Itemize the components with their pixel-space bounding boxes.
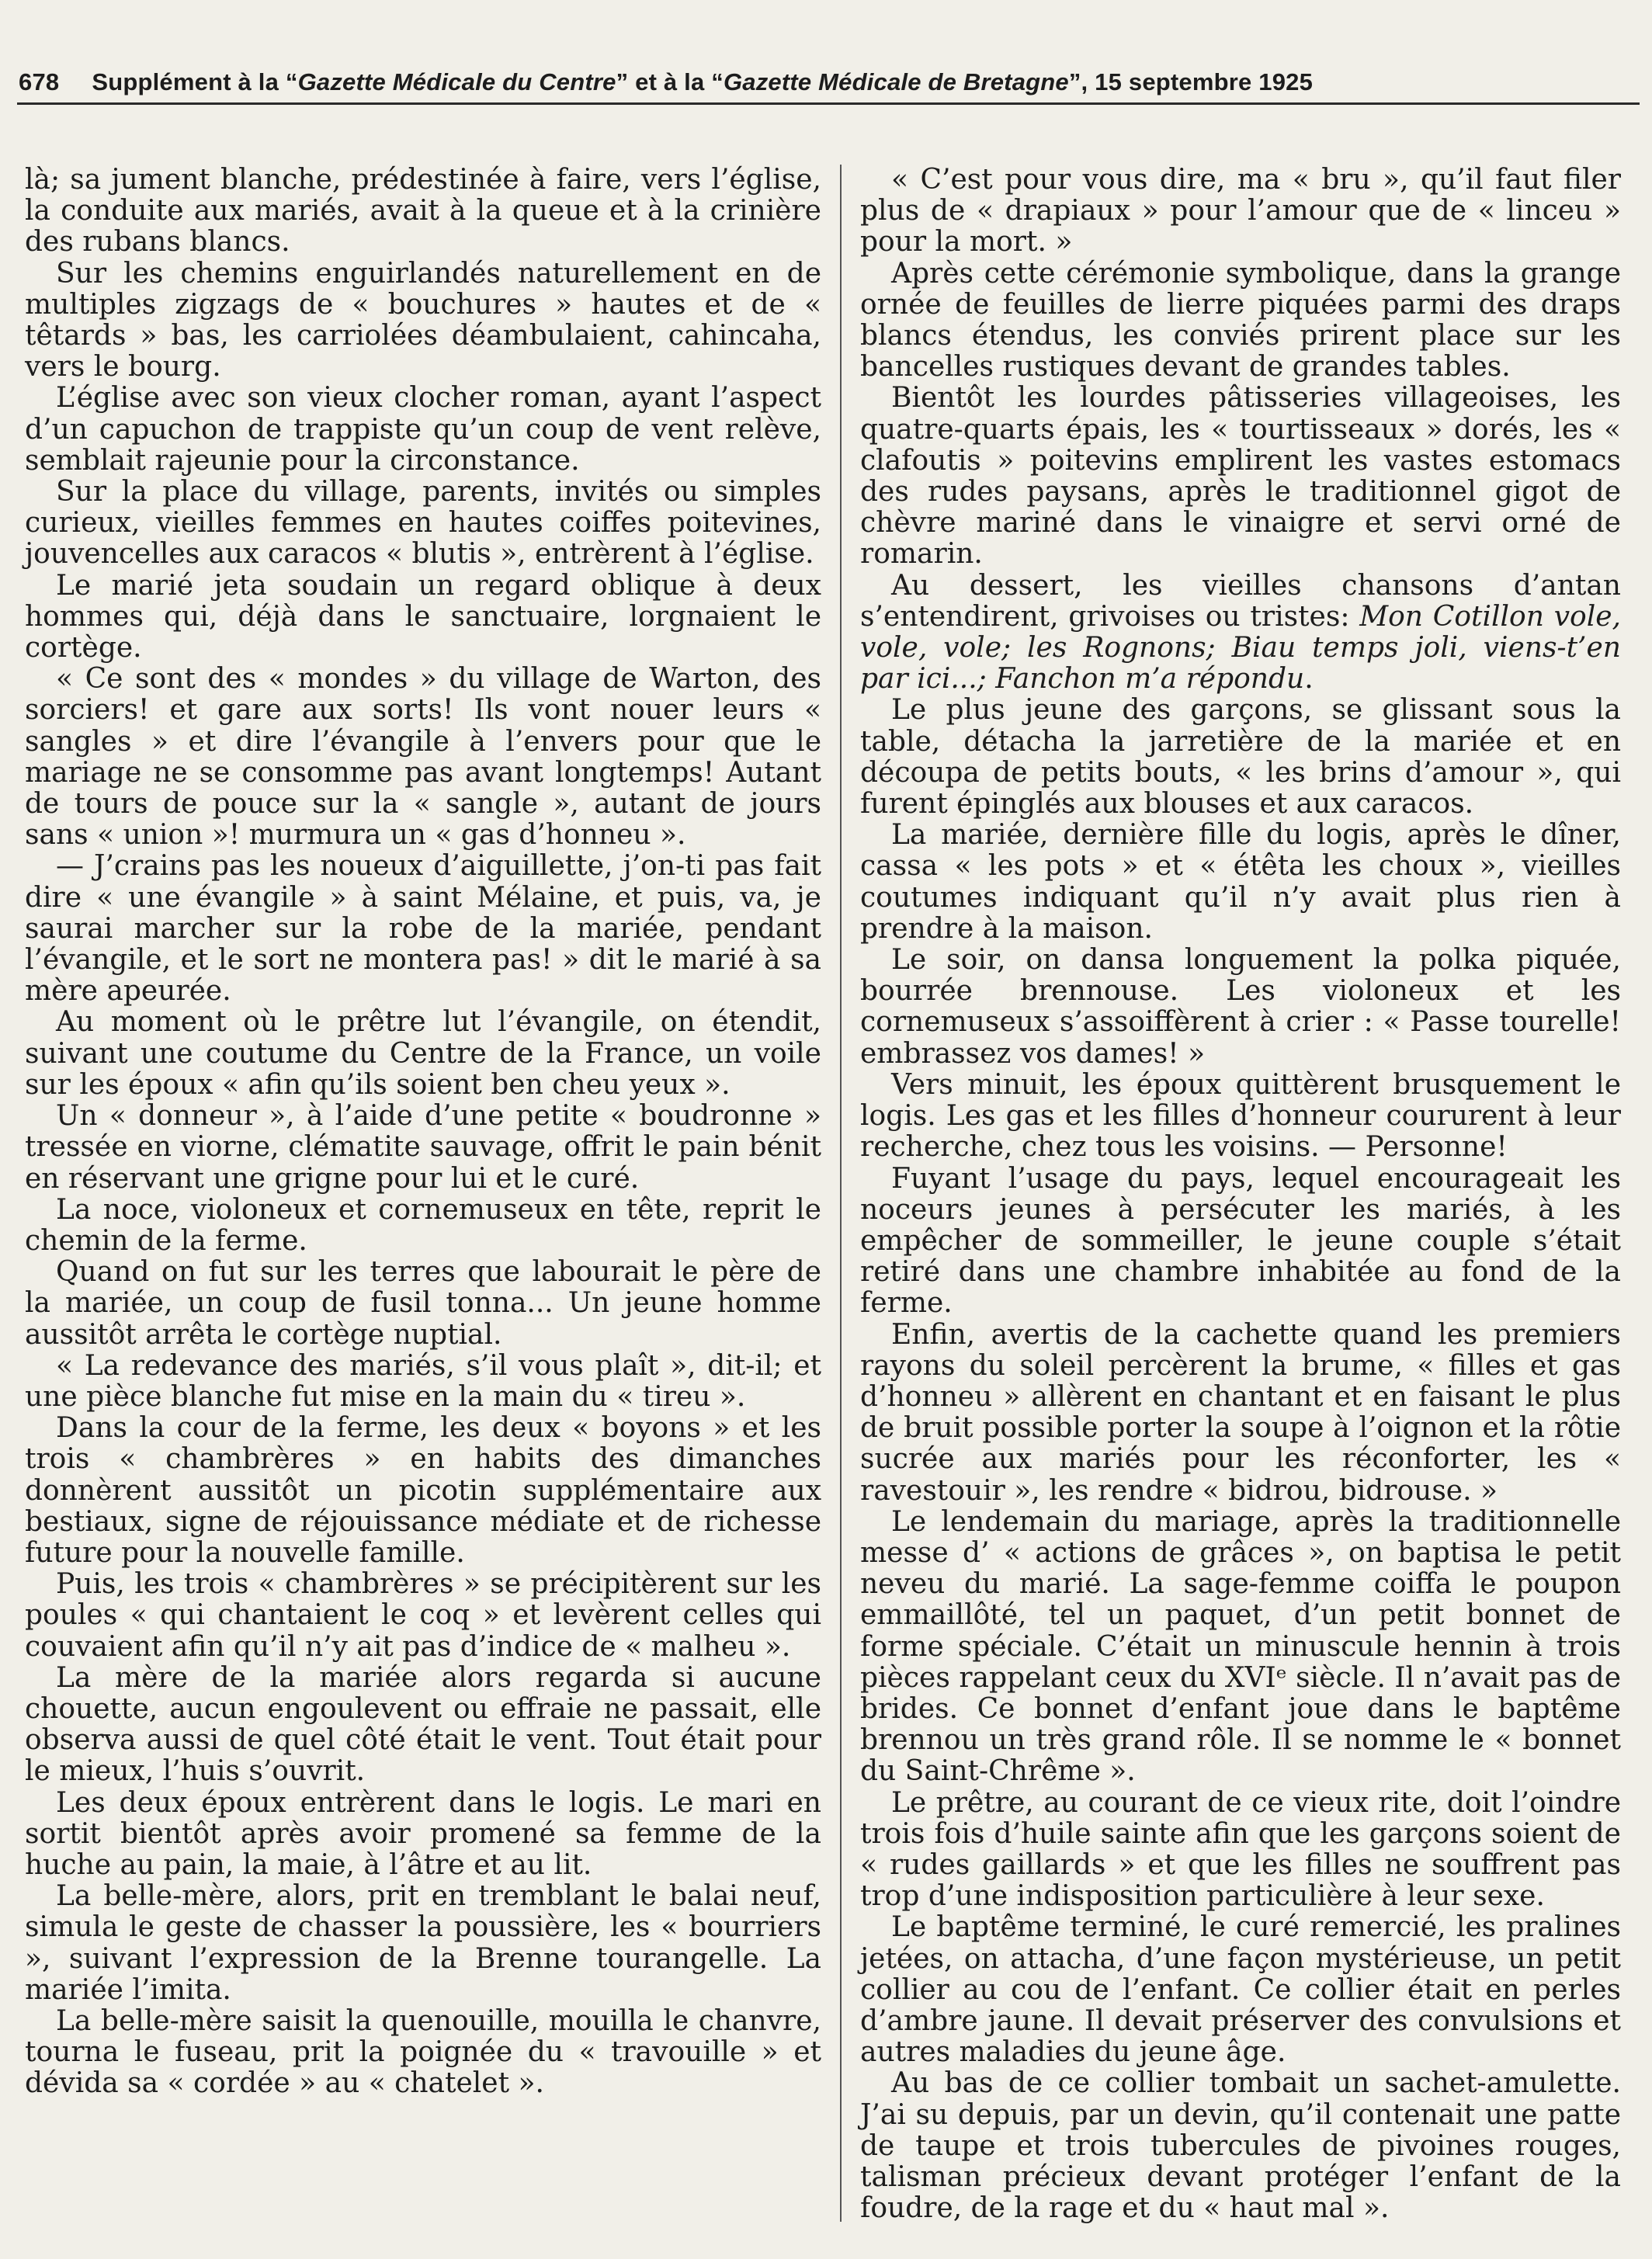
paragraph: Quand on fut sur les terres que labourait le père de la mariée, un coup de fusil tonna... Un jeune homme aussitôt arrêta le cortège nuptial. bbox=[25, 1256, 821, 1351]
paragraph: Sur la place du village, parents, invités ou simples curieux, vieilles femmes en hautes coiffes poitevines, jouvencelles aux caracos « blutis », entrèrent à l’église. bbox=[25, 476, 821, 571]
paragraph bbox=[860, 571, 1621, 696]
paragraph: Au bas de ce collier tombait un sachet-amulette. J’ai su depuis, par un devin, qu’il contenait une patte de taupe et trois tubercules de pivoines rouges, talisman précieux devant protéger l’enfant de la foudre, de la rage et du « haut mal ». bbox=[860, 2067, 1621, 2225]
paragraph: Enfin, avertis de la cachette quand les premiers rayons du soleil percèrent la brume, « filles et gas d’honneu » allèrent en chantant et en faisant le plus de bruit possible porter la soupe à l’oignon et la rôtie sucrée aux mariés pour les réconforter, les « ravestouir », les rendre « bidrou, bidrouse. » bbox=[860, 1318, 1621, 1507]
paragraph: La noce, violoneux et cornemuseux en tête, reprit le chemin de la ferme. bbox=[25, 1193, 821, 1257]
paragraph: « La redevance des mariés, s’il vous plaît », dit-il; et une pièce blanche fut mise en la main du « tireu ». bbox=[25, 1349, 821, 1413]
paragraph: Après cette cérémonie symbolique, dans la grange ornée de feuilles de lierre piquées parmi des draps blancs étendus, les conviés prirent place sur les bancelles rustiques devant de grandes tables. bbox=[860, 257, 1621, 383]
header-rule bbox=[17, 102, 1640, 105]
paragraph: La belle-mère, alors, prit en tremblant le balai neuf, simula le geste de chasser la poussière, les « bourriers », suivant l’expression de la Brenne tourangelle. La mariée l’imita. bbox=[25, 1880, 821, 2006]
column-divider bbox=[840, 165, 842, 2222]
paragraph: Un « donneur », à l’aide d’une petite « boudronne » tressée en viorne, clématite sauvage, offrit le pain bénit en réservant une grigne pour lui et le curé. bbox=[25, 1100, 821, 1195]
paragraph: Le marié jeta soudain un regard oblique à deux hommes qui, déjà dans le sanctuaire, lorgnaient le cortège. bbox=[25, 569, 821, 665]
gazette-bretagne-title: Gazette Médicale de Bretagne bbox=[723, 68, 1069, 95]
paragraph: Sur les chemins enguirlandés naturellement en de multiples zigzags de « bouchures » hautes et de « têtards » bas, les carriolées déambulaient, cahincaha, vers le bourg. bbox=[25, 257, 821, 383]
paragraph-text: . bbox=[1304, 663, 1314, 696]
left-column bbox=[25, 165, 821, 2100]
paragraph: Vers minuit, les époux quittèrent brusquement le logis. Les gas et les filles d’honneur coururent à leur recherche, chez tous les voisins. — Personne! bbox=[860, 1068, 1621, 1164]
paragraph: Les deux époux entrèrent dans le logis. Le mari en sortit bientôt après avoir promené sa femme de la huche au pain, la maie, à l’âtre et au lit. bbox=[25, 1786, 821, 1881]
page-number: 678 bbox=[19, 68, 60, 95]
paragraph: Fuyant l’usage du pays, lequel encourageait les noceurs jeunes à persécuter les mariés, à les empêcher de sommeiller, le jeune couple s’était retiré dans une chambre inhabitée au fond de la ferme. bbox=[860, 1162, 1621, 1320]
paragraph: Le lendemain du mariage, après la traditionnelle messe d’ « actions de grâces », on baptisa le petit neveu du marié. La sage-femme coiffa le poupon emmaillôté, tel un paquet, d’un petit bonnet de forme spéciale. C’était un minuscule hennin à trois pièces rappelant ceux du XVIᵉ siècle. Il n’avait pas de brides. Ce bonnet d’enfant joue dans le baptême brennou un très grand rôle. Il se nomme le « bonnet du Saint-Chrême ». bbox=[860, 1505, 1621, 1788]
running-title bbox=[92, 68, 1641, 96]
paragraph-text: Au dessert, les vieilles chansons d’antan s’entendirent, grivoises ou tristes: bbox=[860, 569, 1621, 633]
paragraph: Le soir, on dansa longuement la polka piquée, bourrée brennouse. Les violoneux et les cornemuseux s’assoiffèrent à crier : « Passe tourelle! embrassez vos dames! » bbox=[860, 944, 1621, 1070]
paragraph: Au moment où le prêtre lut l’évangile, on étendit, suivant une coutume du Centre de la France, un voile sur les époux « afin qu’ils soient ben cheu yeux ». bbox=[25, 1006, 821, 1101]
paragraph: Le prêtre, au courant de ce vieux rite, doit l’oindre trois fois d’huile sainte afin que les garçons soient de « rudes gaillards » et que les filles ne souffrent pas trop d’une indisposition particulière à leur sexe. bbox=[860, 1786, 1621, 1913]
gazette-centre-title: Gazette Médicale du Centre bbox=[297, 68, 616, 95]
right-column bbox=[860, 165, 1621, 2224]
paragraph: Le baptême terminé, le curé remercié, les pralines jetées, on attacha, d’une façon mystérieuse, un petit collier au cou de l’enfant. Ce collier était en perles d’ambre jaune. Il devait préserver des convulsions et autres maladies du jeune âge. bbox=[860, 1911, 1621, 2069]
paragraph: L’église avec son vieux clocher roman, ayant l’aspect d’un capuchon de trappiste qu’un coup de vent relève, semblait rajeunie pour la circonstance. bbox=[25, 382, 821, 477]
paragraph: Le plus jeune des garçons, se glissant sous la table, détacha la jarretière de la mariée et en découpa de petits bouts, « les brins d’amour », qui furent épinglés aux blouses et aux caracos. bbox=[860, 694, 1621, 821]
running-title-mid: ” et à la “ bbox=[616, 68, 724, 95]
paragraph: Dans la cour de la ferme, les deux « boyons » et les trois « chambrères » en habits des dimanches donnèrent aussitôt un picotin supplémentaire aux bestiaux, signe de réjouissance médiate et de richesse future pour la nouvelle famille. bbox=[25, 1412, 821, 1569]
paragraph: La mère de la mariée alors regarda si aucune chouette, aucun engoulevent ou effraie ne passait, elle observa aussi de quel côté était le vent. Tout était pour le mieux, l’huis s’ouvrit. bbox=[25, 1661, 821, 1788]
paragraph: La mariée, dernière fille du logis, après le dîner, cassa « les pots » et « étêta les choux », vieilles coutumes indiquant qu’il n’y avait plus rien à prendre à la maison. bbox=[860, 819, 1621, 945]
running-title-pre: Supplément à la “ bbox=[92, 68, 298, 95]
paragraph: Puis, les trois « chambrères » se précipitèrent sur les poules « qui chantaient le coq » et levèrent celles qui couvaient afin qu’il n’y ait pas d’indice de « malheu ». bbox=[25, 1568, 821, 1663]
paragraph: là; sa jument blanche, prédestinée à faire, vers l’église, la conduite aux mariés, avait à la queue et à la crinière des rubans blancs. bbox=[25, 164, 821, 259]
running-title-date: ”, 15 septembre 1925 bbox=[1068, 68, 1314, 95]
paragraph: La belle-mère saisit la quenouille, mouilla le chanvre, tourna le fuseau, prit la poignée du « travouille » et dévida sa « cordée » au « chatelet ». bbox=[25, 2004, 821, 2100]
paragraph: « C’est pour vous dire, ma « bru », qu’il faut filer plus de « drapiaux » pour l’amour que de « linceu » pour la mort. » bbox=[860, 164, 1621, 259]
paragraph: — J’crains pas les noueux d’aiguillette, j’on-ti pas fait dire « une évangile » à saint Mélaine, et puis, va, je saurai marcher sur la robe de la mariée, pendant l’évangile, et le sort ne montera pas! » dit le marié à sa mère apeurée. bbox=[25, 850, 821, 1008]
paragraph: « Ce sont des « mondes » du village de Warton, des sorciers! et gare aux sorts! Ils vont nouer leurs « sangles » et dire l’évangile à l’envers pour que le mariage ne se consomme pas avant longtemps! Autant de tours de pouce sur la « sangle », autant de jours sans « union »! murmura un « gas d’honneu ». bbox=[25, 663, 821, 852]
paragraph: Bientôt les lourdes pâtisseries villageoises, les quatre-quarts épais, les « tourtisseaux » dorés, les « clafoutis » poitevins emplirent les vastes estomacs des rudes paysans, après le traditionnel gigot de chèvre mariné dans le vinaigre et servi orné de romarin. bbox=[860, 382, 1621, 571]
song-titles: Mon Cotillon vole, vole, vole; les Rognons; Biau temps joli, viens-t’en par ici...; Fanchon m’a répondu bbox=[860, 600, 1621, 696]
